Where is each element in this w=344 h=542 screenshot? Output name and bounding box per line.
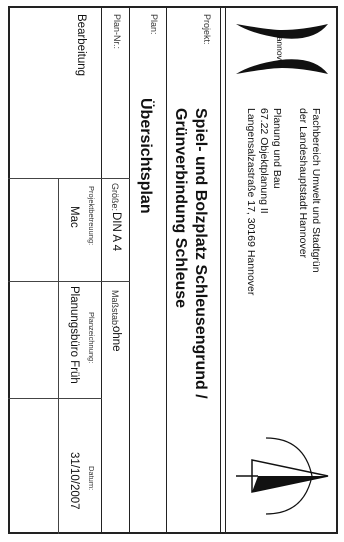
- bearbeitung-bottom-rule: [58, 178, 59, 534]
- dept-line-2: 67.22 Objektplanung II: [258, 108, 270, 214]
- projekt-plan-divider: [166, 6, 167, 534]
- datum-label: Datum:: [87, 466, 96, 491]
- projekt-label: Projekt:: [202, 14, 212, 45]
- bearbeitung-col-divider-1: [8, 178, 102, 179]
- project-title-line-2: Grünverbindung Schleuse: [172, 108, 189, 309]
- project-title-line-1: Spiel- und Bolzplatz Schleusengrund /: [192, 108, 209, 399]
- plan-nr-label: Plan-Nr.:: [112, 14, 122, 50]
- datum-value: 31/10/2007: [68, 452, 80, 510]
- massstab-value: ohne: [110, 326, 122, 352]
- planzeichnung-value: Planungsbüro Früh: [68, 286, 80, 384]
- plannr-col-divider-1: [102, 178, 130, 179]
- plan-plannr-divider: [129, 6, 130, 534]
- dept-line-3: Langensalzastraße 17, 30169 Hannover: [245, 108, 257, 296]
- org-line-2: der Landeshauptstadt Hannover: [297, 108, 309, 259]
- plan-title: Übersichtsplan: [137, 98, 154, 214]
- projektbetreuung-value: Mac: [68, 206, 80, 228]
- groesse-label: Größe:: [110, 183, 120, 212]
- projektbetreuung-label: Projektbetreuung:: [87, 186, 96, 246]
- plannr-col-divider-2: [102, 281, 130, 282]
- plan-label: Plan:: [149, 14, 159, 35]
- header-separator: [220, 6, 226, 534]
- bearbeitung-col-divider-2: [8, 281, 102, 282]
- plannr-bearbeitung-divider: [101, 6, 102, 534]
- groesse-value: DIN A 4: [110, 212, 122, 251]
- massstab-label: Maßstab:: [110, 290, 120, 328]
- org-line-1: Fachbereich Umwelt und Stadtgrün: [310, 108, 322, 273]
- bearbeitung-label: Bearbeitung: [75, 14, 87, 77]
- dept-line-1: Planung und Bau: [271, 108, 283, 189]
- planzeichnung-label: Planzeichnung:: [87, 312, 96, 364]
- north-arrow-icon: [234, 430, 334, 525]
- city-name: Hannover: [275, 30, 285, 68]
- bearbeitung-col-divider-3: [8, 398, 102, 399]
